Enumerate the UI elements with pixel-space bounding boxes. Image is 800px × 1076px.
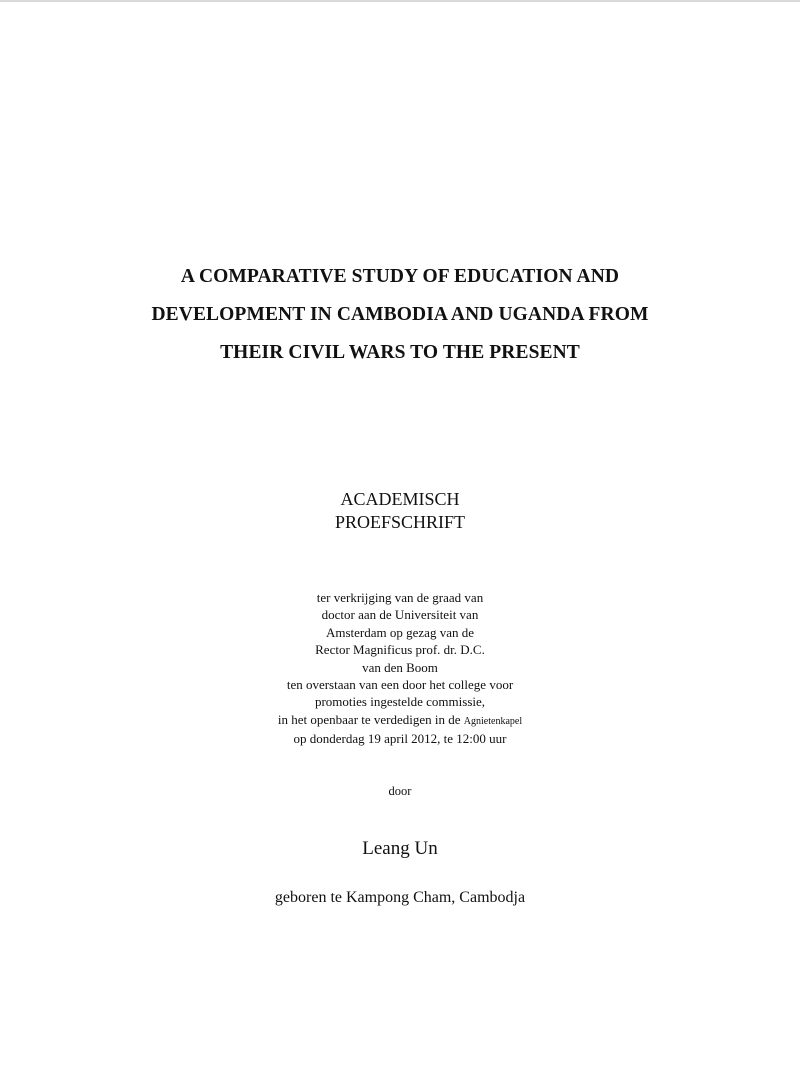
dissertation-title — [0, 258, 800, 372]
thesis-type-line-2: PROEFSCHRIFT — [334, 512, 466, 532]
title-line-2: DEVELOPMENT IN CAMBODIA AND UGANDA FROM — [151, 304, 649, 325]
degree-line-1: ter verkrijging van de graad van — [316, 590, 484, 605]
title-line-3: THEIR CIVIL WARS TO THE PRESENT — [220, 342, 580, 363]
thesis-type — [0, 488, 800, 534]
page-top-border — [0, 0, 800, 2]
thesis-type-line-1: ACADEMISCH — [340, 489, 460, 509]
degree-line-3: Amsterdam op gezag van de — [325, 624, 474, 640]
degree-line-4: Rector Magnificus prof. dr. D.C. — [315, 642, 485, 658]
venue-name: Agnietenkapel — [463, 715, 523, 727]
title-line-1: A COMPARATIVE STUDY OF EDUCATION AND — [180, 266, 620, 287]
defense-date: op donderdag 19 april 2012, te 12:00 uur — [293, 731, 507, 747]
author-name: Leang Un — [362, 838, 438, 859]
birth-place: geboren te Kampong Cham, Cambodja — [274, 889, 526, 906]
defense-location-text: in het openbaar te verdedigen in de — [277, 711, 464, 727]
by-label: door — [388, 784, 412, 798]
degree-line-6: ten overstaan van een door het college voor — [286, 677, 514, 693]
degree-line-7: promoties ingestelde commissie, — [314, 694, 486, 710]
degree-statement — [0, 589, 800, 748]
degree-line-2: doctor aan de Universiteit van — [321, 607, 479, 623]
degree-line-8 — [0, 711, 800, 730]
degree-line-5: van den Boom — [362, 659, 438, 675]
